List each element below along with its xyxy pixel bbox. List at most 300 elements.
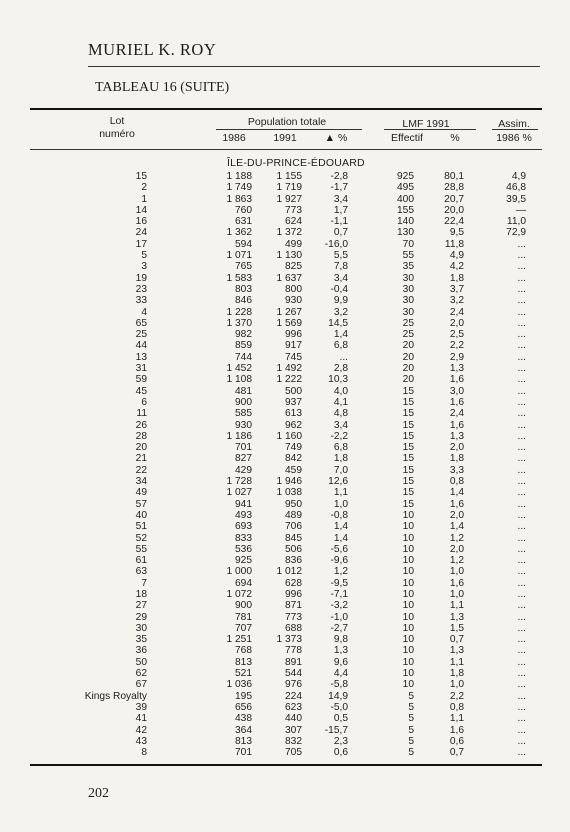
cell-pct: 4,2 [449, 261, 464, 273]
cell-lot: 41 [135, 713, 147, 725]
cell-p91: 613 [285, 408, 302, 420]
column-change [308, 171, 348, 758]
cell-chg: 14,5 [328, 317, 348, 329]
cell-p91: 891 [285, 656, 302, 668]
cell-p86: 521 [235, 668, 252, 680]
cell-lot: 23 [135, 283, 147, 295]
cell-p86: 694 [235, 577, 252, 589]
cell-lot: 17 [135, 238, 147, 250]
cell-p91: 705 [285, 747, 302, 759]
cell-p91: 624 [285, 216, 302, 228]
cell-lot: 39 [135, 701, 147, 713]
cell-lot: 45 [135, 385, 147, 397]
cell-pct: 1,8 [449, 272, 464, 284]
bleed-line [330, 75, 570, 86]
cell-chg: 3,2 [333, 306, 348, 318]
cell-eff: 10 [402, 656, 414, 668]
cell-p91: 1 267 [276, 306, 302, 318]
cell-lot: 36 [135, 645, 147, 657]
cell-p86: 1 728 [226, 476, 252, 488]
cell-eff: 15 [402, 419, 414, 431]
cell-p91: 1 130 [276, 250, 302, 262]
cell-assim: ... [517, 442, 526, 454]
cell-pct: 1,6 [449, 396, 464, 408]
header-assim-year: 1986 % [496, 132, 532, 144]
cell-lot: 13 [135, 351, 147, 363]
cell-chg: 4,0 [333, 385, 348, 397]
cell-p86: 768 [235, 645, 252, 657]
cell-assim: ... [517, 532, 526, 544]
cell-pct: 1,0 [449, 588, 464, 600]
cell-pct: 0,7 [449, 634, 464, 646]
cell-eff: 30 [402, 283, 414, 295]
cell-chg: -0,8 [330, 509, 348, 521]
cell-pct: 3,7 [449, 283, 464, 295]
cell-eff: 15 [402, 498, 414, 510]
cell-p91: 773 [285, 204, 302, 216]
cell-pct: 3,3 [449, 464, 464, 476]
cell-lot: 21 [135, 453, 147, 465]
cell-p91: 506 [285, 543, 302, 555]
cell-p86: 900 [235, 600, 252, 612]
cell-eff: 10 [402, 588, 414, 600]
cell-lot: 63 [135, 566, 147, 578]
cell-assim: ... [517, 634, 526, 646]
bleed-line [330, 153, 570, 164]
cell-p86: 585 [235, 408, 252, 420]
cell-pct: 1,3 [449, 430, 464, 442]
cell-p91: 544 [285, 668, 302, 680]
cell-pct: 0,6 [449, 735, 464, 747]
bleed-line [330, 30, 570, 41]
cell-assim: ... [517, 238, 526, 250]
cell-assim: ... [517, 600, 526, 612]
cell-lot: 43 [135, 735, 147, 747]
cell-chg: -5,0 [330, 701, 348, 713]
column-lot [85, 171, 147, 758]
cell-pct: 1,1 [449, 600, 464, 612]
cell-p86: 900 [235, 396, 252, 408]
cell-eff: 15 [402, 442, 414, 454]
cell-assim: ... [517, 476, 526, 488]
cell-lot: 8 [141, 747, 147, 759]
cell-chg: 1,4 [333, 329, 348, 341]
cell-eff: 140 [397, 216, 414, 228]
cell-chg: 0,5 [333, 713, 348, 725]
cell-pct: 1,1 [449, 713, 464, 725]
cell-eff: 35 [402, 261, 414, 273]
cell-p86: 1 370 [226, 317, 252, 329]
cell-p91: 623 [285, 701, 302, 713]
cell-eff: 15 [402, 385, 414, 397]
cell-chg: 2,8 [333, 363, 348, 375]
cell-eff: 10 [402, 521, 414, 533]
cell-lot: Kings Royalty [84, 690, 147, 702]
cell-chg: 12,6 [328, 476, 348, 488]
cell-p91: 440 [285, 713, 302, 725]
cell-p91: 224 [285, 690, 302, 702]
cell-eff: 15 [402, 487, 414, 499]
cell-p86: 941 [235, 498, 252, 510]
cell-eff: 5 [408, 735, 414, 747]
cell-p86: 1 072 [226, 588, 252, 600]
cell-chg: 4,4 [333, 668, 348, 680]
cell-assim: ... [517, 453, 526, 465]
cell-lot: 22 [135, 464, 147, 476]
cell-eff: 15 [402, 464, 414, 476]
cell-assim: ... [517, 329, 526, 341]
cell-p86: 982 [235, 329, 252, 341]
cell-p86: 429 [235, 464, 252, 476]
cell-eff: 10 [402, 543, 414, 555]
cell-lot: 19 [135, 272, 147, 284]
cell-lot: 18 [135, 588, 147, 600]
cell-p86: 765 [235, 261, 252, 273]
cell-chg: -16,0 [324, 238, 348, 250]
cell-p86: 813 [235, 735, 252, 747]
cell-p91: 1 222 [276, 374, 302, 386]
cell-p86: 760 [235, 204, 252, 216]
cell-pct: 1,4 [449, 521, 464, 533]
cell-lot: 3 [141, 261, 147, 273]
cell-p91: 996 [285, 329, 302, 341]
cell-p86: 803 [235, 283, 252, 295]
cell-eff: 10 [402, 566, 414, 578]
cell-assim: ... [517, 385, 526, 397]
cell-eff: 5 [408, 724, 414, 736]
cell-p86: 781 [235, 611, 252, 623]
cell-pct: 1,3 [449, 611, 464, 623]
cell-chg: 10,3 [328, 374, 348, 386]
cell-pct: 0,8 [449, 701, 464, 713]
header-numero: numéro [99, 128, 135, 140]
cell-p86: 1 027 [226, 487, 252, 499]
cell-chg: 0,6 [333, 747, 348, 759]
cell-p91: 1 012 [276, 566, 302, 578]
cell-p91: 307 [285, 724, 302, 736]
cell-pct: 2,4 [449, 408, 464, 420]
cell-p91: 930 [285, 295, 302, 307]
cell-eff: 15 [402, 476, 414, 488]
cell-chg: 1,2 [333, 566, 348, 578]
cell-eff: 25 [402, 317, 414, 329]
cell-chg: 1,3 [333, 645, 348, 657]
cell-assim: ... [517, 679, 526, 691]
cell-chg: 1,0 [333, 498, 348, 510]
cell-assim: ... [517, 363, 526, 375]
cell-p86: 481 [235, 385, 252, 397]
cell-chg: -2,8 [330, 171, 348, 182]
cell-assim: ... [517, 668, 526, 680]
cell-pct: 2,0 [449, 509, 464, 521]
cell-eff: 70 [402, 238, 414, 250]
table-bottom-rule [30, 764, 542, 766]
cell-p86: 1 583 [226, 272, 252, 284]
cell-p91: 1 946 [276, 476, 302, 488]
cell-p91: 962 [285, 419, 302, 431]
cell-pct: 3,0 [449, 385, 464, 397]
cell-lot: 20 [135, 442, 147, 454]
cell-p86: 438 [235, 713, 252, 725]
cell-p91: 1 160 [276, 430, 302, 442]
cell-chg: 9,6 [333, 656, 348, 668]
cell-assim: ... [517, 351, 526, 363]
cell-pct: 1,2 [449, 532, 464, 544]
cell-pct: 20,0 [444, 204, 464, 216]
cell-assim: ... [517, 317, 526, 329]
cell-eff: 30 [402, 295, 414, 307]
cell-eff: 10 [402, 532, 414, 544]
cell-p86: 1 749 [226, 182, 252, 194]
column-assim [500, 171, 526, 758]
cell-p91: 836 [285, 555, 302, 567]
cell-pct: 22,4 [444, 216, 464, 228]
cell-lot: 62 [135, 668, 147, 680]
cell-pct: 2,0 [449, 442, 464, 454]
cell-eff: 15 [402, 430, 414, 442]
cell-chg: 1,7 [333, 204, 348, 216]
cell-assim: 11,0 [506, 216, 526, 228]
cell-assim: ... [517, 521, 526, 533]
cell-p91: 937 [285, 396, 302, 408]
cell-eff: 5 [408, 713, 414, 725]
cell-chg: 1,4 [333, 521, 348, 533]
bleed-line [330, 97, 570, 108]
cell-assim: ... [517, 747, 526, 759]
cell-lot: 11 [136, 408, 147, 420]
cell-p91: 489 [285, 509, 302, 521]
cell-lot: 49 [135, 487, 147, 499]
cell-lot: 4 [141, 306, 147, 318]
cell-eff: 10 [402, 622, 414, 634]
cell-assim: ... [517, 701, 526, 713]
cell-p86: 493 [235, 509, 252, 521]
cell-p86: 833 [235, 532, 252, 544]
assim-subrule [492, 129, 538, 130]
cell-p91: 950 [285, 498, 302, 510]
region-heading: ÎLE-DU-PRINCE-ÉDOUARD [227, 157, 365, 169]
cell-assim: ... [517, 611, 526, 623]
cell-lot: 57 [135, 498, 147, 510]
running-head: MURIEL K. ROY [88, 40, 217, 59]
header-1986: 1986 [222, 132, 246, 144]
cell-pct: 1,8 [449, 453, 464, 465]
cell-eff: 10 [402, 679, 414, 691]
cell-assim: ... [517, 622, 526, 634]
cell-p86: 701 [235, 442, 252, 454]
cell-assim: ... [517, 408, 526, 420]
cell-assim: — [515, 204, 526, 216]
cell-p91: 688 [285, 622, 302, 634]
cell-pct: 2,2 [449, 690, 464, 702]
header-rule [88, 66, 540, 67]
cell-p86: 631 [235, 216, 252, 228]
cell-chg: 9,9 [333, 295, 348, 307]
cell-lot: 52 [135, 532, 147, 544]
cell-p86: 744 [235, 351, 252, 363]
cell-pct: 2,4 [449, 306, 464, 318]
cell-pct: 4,9 [449, 250, 464, 262]
cell-p86: 693 [235, 521, 252, 533]
cell-lot: 44 [135, 340, 147, 352]
cell-p91: 500 [285, 385, 302, 397]
cell-lot: 30 [135, 622, 147, 634]
cell-pct: 1,6 [449, 374, 464, 386]
cell-assim: 46,8 [506, 182, 526, 194]
cell-assim: ... [517, 295, 526, 307]
cell-lot: 28 [135, 430, 147, 442]
cell-p86: 707 [235, 622, 252, 634]
cell-assim: ... [517, 306, 526, 318]
cell-chg: -15,7 [324, 724, 348, 736]
cell-lot: 6 [141, 396, 147, 408]
cell-eff: 20 [402, 340, 414, 352]
cell-lot: 29 [135, 611, 147, 623]
cell-eff: 10 [402, 509, 414, 521]
cell-assim: ... [517, 250, 526, 262]
cell-chg: -9,5 [330, 577, 348, 589]
cell-p91: 825 [285, 261, 302, 273]
cell-pct: 3,2 [449, 295, 464, 307]
cell-p91: 628 [285, 577, 302, 589]
cell-lot: 27 [135, 600, 147, 612]
cell-p86: 1 452 [226, 363, 252, 375]
cell-p86: 846 [235, 295, 252, 307]
cell-assim: ... [517, 735, 526, 747]
header-effectif: Effectif [391, 132, 423, 144]
cell-p91: 745 [285, 351, 302, 363]
cell-eff: 925 [397, 171, 414, 182]
cell-chg: -1,1 [330, 216, 348, 228]
cell-lot: 15 [135, 171, 147, 182]
cell-pct: 2,2 [449, 340, 464, 352]
cell-p91: 1 372 [276, 227, 302, 239]
page-number: 202 [88, 786, 109, 801]
cell-eff: 5 [408, 690, 414, 702]
cell-eff: 400 [397, 193, 414, 205]
cell-chg: -1,7 [330, 182, 348, 194]
cell-assim: ... [517, 396, 526, 408]
cell-lot: 35 [135, 634, 147, 646]
cell-assim: ... [517, 419, 526, 431]
cell-p86: 594 [235, 238, 252, 250]
cell-pct: 1,6 [449, 724, 464, 736]
cell-pct: 9,5 [449, 227, 464, 239]
cell-pct: 1,0 [449, 679, 464, 691]
cell-p91: 871 [285, 600, 302, 612]
cell-lot: 59 [135, 374, 147, 386]
cell-p86: 701 [235, 747, 252, 759]
cell-p86: 813 [235, 656, 252, 668]
cell-chg: 3,4 [333, 272, 348, 284]
cell-lot: 51 [135, 521, 147, 533]
cell-lot: 25 [135, 329, 147, 341]
cell-pct: 1,6 [449, 498, 464, 510]
cell-pct: 1,3 [449, 645, 464, 657]
column-effectif [382, 171, 414, 758]
cell-chg: 7,0 [333, 464, 348, 476]
cell-pct: 80,1 [444, 171, 464, 182]
cell-pct: 1,6 [449, 419, 464, 431]
cell-chg: 4,8 [333, 408, 348, 420]
cell-eff: 15 [402, 408, 414, 420]
cell-eff: 15 [402, 396, 414, 408]
cell-p86: 930 [235, 419, 252, 431]
cell-chg: 6,8 [333, 340, 348, 352]
cell-eff: 20 [402, 351, 414, 363]
cell-assim: ... [517, 464, 526, 476]
cell-p86: 364 [235, 724, 252, 736]
cell-p91: 706 [285, 521, 302, 533]
cell-chg: -9,6 [330, 555, 348, 567]
column-pct [434, 171, 464, 758]
cell-p91: 800 [285, 283, 302, 295]
cell-eff: 25 [402, 329, 414, 341]
lmf-subrule [384, 129, 476, 130]
cell-chg: -5,8 [330, 679, 348, 691]
cell-chg: 7,8 [333, 261, 348, 273]
cell-chg: 9,8 [333, 634, 348, 646]
table-top-rule [30, 108, 542, 110]
cell-eff: 130 [397, 227, 414, 239]
cell-lot: 33 [135, 295, 147, 307]
cell-chg: 3,4 [333, 419, 348, 431]
cell-chg: ... [339, 351, 348, 363]
cell-p86: 859 [235, 340, 252, 352]
table-caption: TABLEAU 16 (SUITE) [95, 80, 230, 95]
cell-pct: 1,6 [449, 577, 464, 589]
cell-pct: 1,5 [449, 622, 464, 634]
cell-p86: 1 228 [226, 306, 252, 318]
cell-p91: 749 [285, 442, 302, 454]
cell-chg: -0,4 [330, 283, 348, 295]
cell-p91: 1 155 [276, 171, 302, 182]
cell-pct: 2,9 [449, 351, 464, 363]
population-subrule [216, 129, 362, 130]
cell-p86: 1 036 [226, 679, 252, 691]
cell-chg: -2,2 [330, 430, 348, 442]
cell-p91: 1 927 [276, 193, 302, 205]
header-change: ▲ % [324, 132, 348, 144]
cell-pct: 2,0 [449, 543, 464, 555]
cell-p86: 195 [235, 690, 252, 702]
cell-assim: ... [517, 555, 526, 567]
cell-pct: 1,2 [449, 555, 464, 567]
cell-eff: 20 [402, 363, 414, 375]
cell-assim: 39,5 [506, 193, 526, 205]
cell-chg: 3,4 [333, 193, 348, 205]
cell-pct: 2,5 [449, 329, 464, 341]
cell-assim: ... [517, 261, 526, 273]
cell-p91: 842 [285, 453, 302, 465]
cell-p91: 1 719 [276, 182, 302, 194]
cell-p91: 917 [285, 340, 302, 352]
cell-lot: 42 [135, 724, 147, 736]
column-pop-1986 [214, 171, 252, 758]
cell-chg: 6,8 [333, 442, 348, 454]
cell-eff: 5 [408, 701, 414, 713]
cell-eff: 15 [402, 453, 414, 465]
cell-assim: ... [517, 690, 526, 702]
cell-assim: ... [517, 713, 526, 725]
cell-eff: 10 [402, 668, 414, 680]
cell-eff: 20 [402, 374, 414, 386]
cell-chg: 1,1 [333, 487, 348, 499]
cell-assim: ... [517, 724, 526, 736]
cell-eff: 55 [402, 250, 414, 262]
cell-chg: -7,1 [330, 588, 348, 600]
cell-p86: 1 863 [226, 193, 252, 205]
